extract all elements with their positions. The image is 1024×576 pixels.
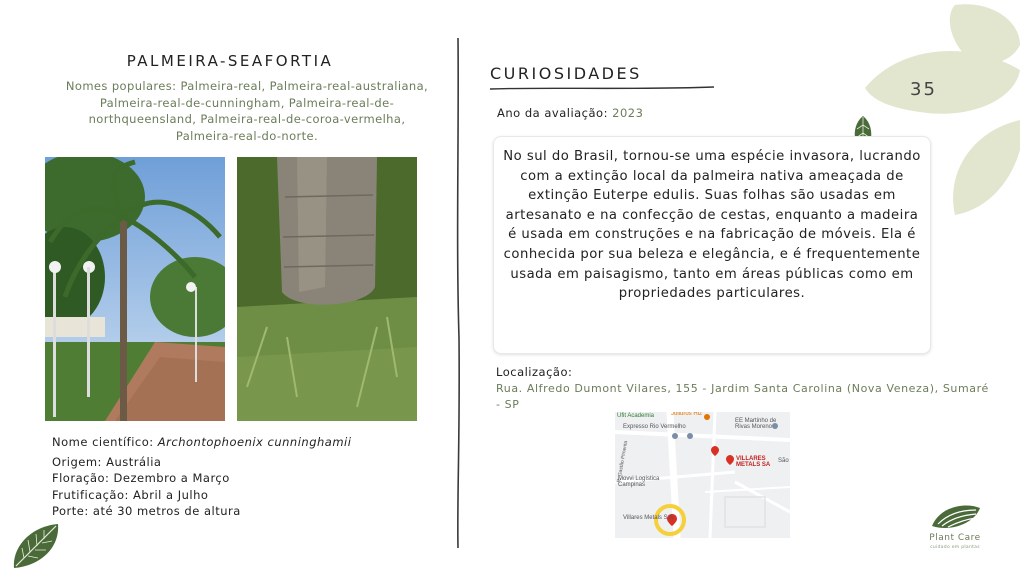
species-facts (52, 434, 351, 520)
location-label: Localização: (496, 365, 573, 379)
scientific-name-row (52, 434, 351, 451)
evaluation-year (497, 106, 643, 120)
curiosities-text: No sul do Brasil, tornou-se uma espécie invasora, lucrando com a extinção local da palmeira nativa ameaçada de extinção Euterpe edulis. Suas folhas são usadas em artesanato e na confecção de cestas, enquanto a madeira é usada em construções e na fabricação de móveis. Ela é conhecida por sua beleza e elegância, e é frequentemente usada em paisagismo, tanto em áreas públicas como em propriedades particulares. (503, 149, 921, 302)
map-label-road: Expresso Rio Vermelho (623, 424, 686, 430)
brand-tagline: cuidado em plantas (930, 545, 980, 550)
fruiting-row: Frutificação: Abril a Julho (52, 487, 209, 502)
map-label-villares: Villares Metals S.A (623, 515, 674, 521)
curiosities-heading: CURIOSIDADES (490, 64, 642, 83)
palm-leaf-icon (10, 522, 62, 570)
map-label-logistics: Movvi Logística Campinas (618, 476, 660, 488)
size-row: Porte: até 30 metros de altura (52, 504, 241, 518)
vertical-divider (453, 38, 463, 548)
species-title: PALMEIRA-SEAFORTIA (126, 52, 334, 70)
map-label-church: EE Martinho de Rivas Moreno (735, 418, 777, 430)
origin-row: Origem: Austrália (52, 454, 162, 469)
map-label-company: VILLARES METALS SA (736, 456, 771, 468)
year-value: 2023 (612, 106, 644, 120)
map-label-street: R. Gastão Pimenta (616, 440, 630, 484)
curiosities-card (493, 136, 931, 354)
popular-names: Nomes populares: Palmeira-real, Palmeira-real-australiana, Palmeira-real-de-cunningham, Palmeira-real-de-northqueensland, Palmeira-real-de-coroa-vermelha, Palmeira-real-do-norte. (65, 79, 429, 143)
palm-tree-photo (45, 157, 225, 421)
flowering-row: Floração: Dezembro a Março (52, 471, 230, 485)
brand-name: Plant Care (929, 533, 981, 543)
scientific-name-label: Nome científico: (52, 435, 158, 449)
scientific-name-value: Archontophoenix cunninghamii (157, 435, 352, 449)
year-label: Ano da avaliação: (497, 106, 613, 120)
map-label-store: Jolluros Hiz (671, 412, 703, 417)
heading-underline (488, 84, 716, 92)
map-label-academia: Ufit Academia (617, 413, 655, 419)
location-map[interactable] (615, 412, 790, 538)
page-number: 35 (910, 79, 937, 100)
palm-trunk-photo (237, 157, 417, 421)
location-address: Rua. Alfredo Dumont Vilares, 155 - Jardim Santa Carolina (Nova Veneza), Sumaré - SP (496, 382, 989, 411)
map-label-sao: São (778, 458, 789, 464)
plant-care-logo (930, 502, 982, 532)
